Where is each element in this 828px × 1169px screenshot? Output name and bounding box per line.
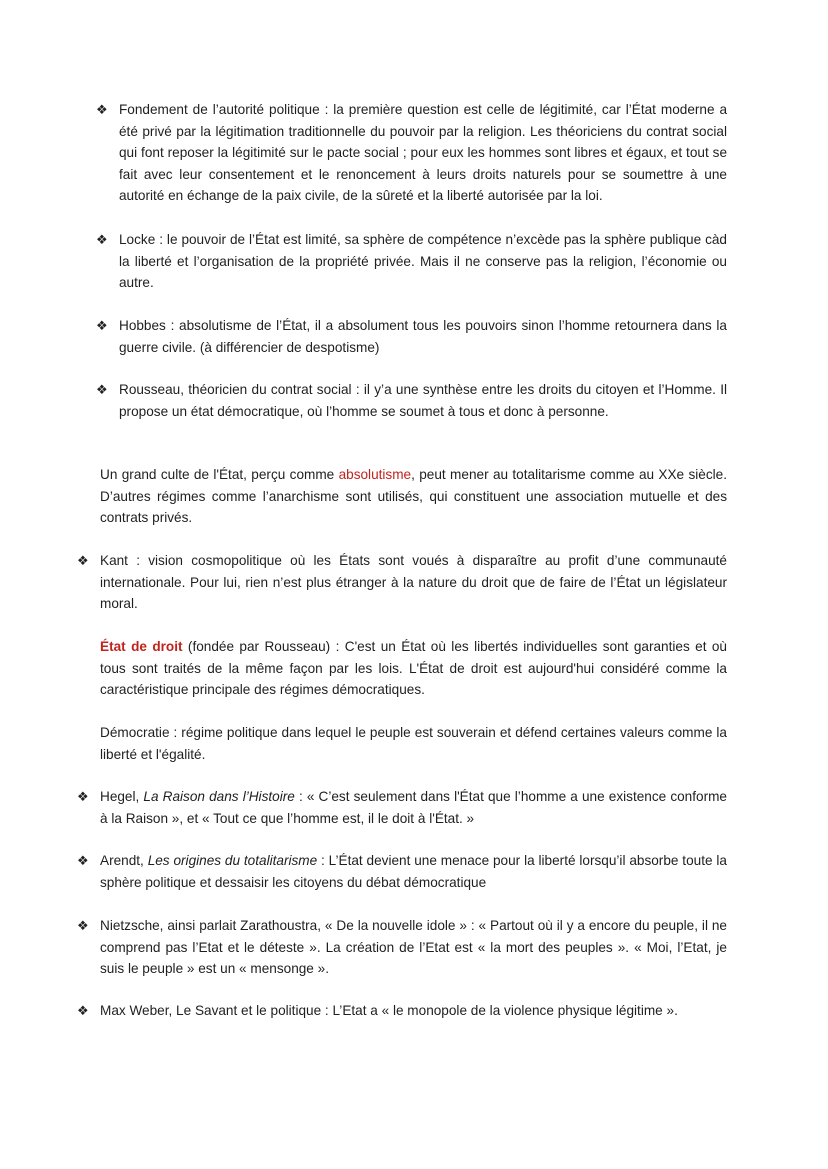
work-title: La Raison dans l’Histoire	[143, 789, 295, 804]
paragraph-text: Hobbes : absolutisme de l’État, il a absolument tous les pouvoirs sinon l’homme retournera dans la guerre civile. (à différencier de despotisme)	[119, 318, 727, 355]
bullet-icon: ❖	[96, 382, 108, 397]
paragraph-text: Fondement de l’autorité politique : la première question est celle de légitimité, car l’État moderne a été privé par la légitimation traditionnelle du pouvoir par la religion. Les théoriciens du contrat social qui font reposer la légitimité sur le pacte social ; pour eux les hommes sont libres et égaux, et tout se fait avec leur consentement et le renoncement à leurs droits naturels pour se soumettre à une autorité en échange de la paix civile, de la sûreté et la liberté autorisée par la loi.	[119, 102, 727, 203]
text-part: : L’État devient une menace pour la liberté lorsqu’il absorbe toute la sphère politique et dessaisir les citoyens du débat démocratique	[100, 853, 727, 890]
paragraph-text	[100, 636, 727, 701]
bullet-icon: ❖	[77, 1003, 89, 1018]
text-part: Hegel,	[100, 789, 144, 804]
bullet-icon: ❖	[77, 918, 89, 933]
paragraph-text	[100, 464, 727, 529]
paragraph-democratie	[100, 722, 727, 765]
paragraph-rousseau	[119, 379, 727, 422]
paragraph-nietzsche	[100, 915, 727, 980]
term-etat-de-droit: État de droit	[100, 639, 183, 654]
text-part: : « C’est seulement dans l'État que l’homme a une existence conforme à la Raison », et « Tout ce que l’homme est, il le doit à l'État. »	[100, 789, 727, 826]
text-part: Un grand culte de l'État, perçu comme	[100, 467, 339, 482]
paragraph-arendt	[100, 850, 727, 893]
paragraph-culte-etat	[100, 464, 727, 529]
paragraph-text: Locke : le pouvoir de l’État est limité, sa sphère de compétence n’excède pas la sphère publique càd la liberté et l’organisation de la propriété privée. Mais il ne conserve pas la religion, l’économie ou autre.	[119, 232, 727, 290]
text-part: , peut mener au totalitarisme comme au XXe siècle. D’autres régimes comme l’anarchisme sont utilisés, qui constituent une association mutuelle et des contrats privés.	[100, 467, 727, 525]
paragraph-text	[100, 850, 727, 893]
paragraph-fondement	[119, 99, 727, 207]
bullet-icon: ❖	[77, 853, 89, 868]
paragraph-text	[100, 786, 727, 829]
paragraph-text: Kant : vision cosmopolitique où les États sont voués à disparaître au profit d’une communauté internationale. Pour lui, rien n’est plus étranger à la nature du droit que de faire de l’État un législateur moral.	[100, 553, 727, 611]
paragraph-text: Max Weber, Le Savant et le politique : L’Etat a « le monopole de la violence physique légitime ».	[100, 1003, 678, 1018]
bullet-icon: ❖	[77, 789, 89, 804]
text-part: Arendt,	[100, 853, 148, 868]
text-part: (fondée par Rousseau) : C'est un État où les libertés individuelles sont garanties et où tous sont traités de la même façon par les lois. L'État de droit est aujourd'hui considéré comme la caractéristique principale des régimes démocratiques.	[100, 639, 727, 697]
paragraph-etat-de-droit	[100, 636, 727, 701]
bullet-icon: ❖	[77, 553, 89, 568]
bullet-icon: ❖	[96, 232, 108, 247]
paragraph-kant	[100, 550, 727, 615]
bullet-icon: ❖	[96, 318, 108, 333]
paragraph-weber	[100, 1000, 727, 1022]
paragraph-text: Nietzsche, ainsi parlait Zarathoustra, « De la nouvelle idole » : « Partout où il y a encore du peuple, il ne comprend pas l’Etat et le déteste ». La création de l’Etat est « la mort des peuples ». « Moi, l’Etat, je suis le peuple » est un « mensonge ».	[100, 918, 727, 976]
paragraph-text: Rousseau, théoricien du contrat social : il y’a une synthèse entre les droits du citoyen et l’Homme. Il propose un état démocratique, où l’homme se soumet à tous et donc à personne.	[119, 382, 727, 419]
paragraph-hegel	[100, 786, 727, 829]
bullet-icon: ❖	[96, 102, 108, 117]
paragraph-text: Démocratie : régime politique dans lequel le peuple est souverain et défend certaines valeurs comme la liberté et l'égalité.	[100, 725, 727, 762]
highlight-absolutisme: absolutisme	[338, 467, 412, 482]
paragraph-locke	[119, 229, 727, 294]
work-title: Les origines du totalitarisme	[147, 853, 318, 868]
paragraph-hobbes	[119, 315, 727, 358]
